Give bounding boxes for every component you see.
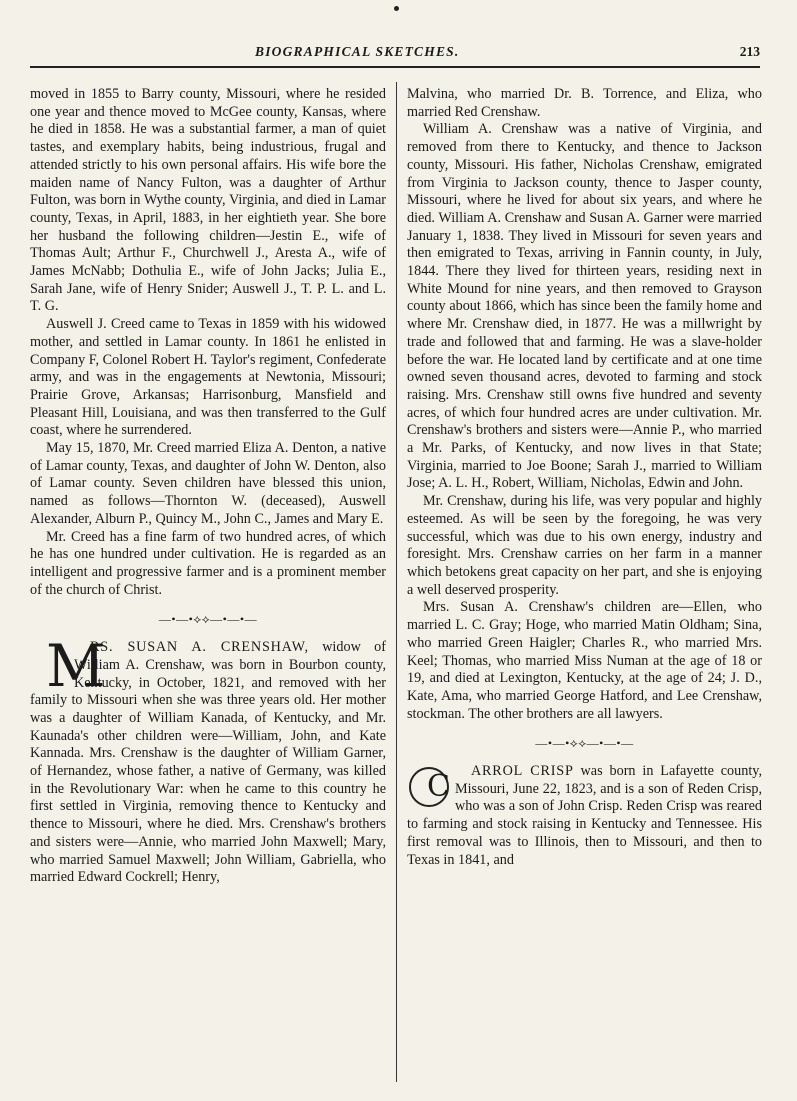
header-rule: [30, 66, 760, 68]
sketch-text: was born in Lafayette county, Missouri, June 22, 1823, and is a son of Reden Crisp, who was a son of John Crisp. Reden Crisp was reared to farming and stock raising in Kentucky and Tennessee. His first removal was to Illinois, then to Missouri, and then to Texas in 1841, and: [407, 763, 762, 868]
section-ornament: —•—•⟡⟡—•—•—: [158, 612, 258, 627]
paragraph: Auswell J. Creed came to Texas in 1859 with his widowed mother, and settled in Lamar county. In 1861 he enlisted in Company F, Colonel Robert H. Taylor's regiment, Confederate army, and was in the engagements at Newtonia, Missouri; Prairie Grove, Arkansas; Harrisonburg, Mansfield and Pleasant Hill, Louisiana, and was then transferred to the Gulf coast, where he surrendered.: [30, 316, 386, 439]
left-column: [30, 86, 386, 887]
sketch-heading: RS. SUSAN A. CRENSHAW,: [90, 639, 309, 656]
drop-cap: M: [46, 632, 106, 701]
paragraph: May 15, 1870, Mr. Creed married Eliza A. Denton, a native of Lamar county, Texas, and daughter of John W. Denton, also of Lamar county. Seven children have blessed this union, named as follows—Thornton W. (deceased), Auswell Alexander, Alburn P., Quincy M., John C., James and Mary E.: [30, 440, 386, 527]
drop-cap: C: [409, 767, 449, 807]
section-ornament: —•—•⟡⟡—•—•—: [535, 736, 634, 751]
column-divider: [396, 82, 397, 1082]
paragraph: Mr. Crenshaw, during his life, was very popular and highly esteemed. As will be seen by the foregoing, he was very successful, which was due to his own energy, industry and foresight. Mrs. Crenshaw carries on her farm in a manner which betokens great capacity on her part, and she is enjoying a well deserved prosperity.: [407, 493, 762, 598]
sketch-heading: ARROL CRISP: [471, 763, 574, 780]
page-number: 213: [739, 44, 760, 59]
paragraph: William A. Crenshaw was a native of Virginia, and removed from there to Kentucky, and thence to Jackson county, Missouri. His father, Nicholas Crenshaw, emigrated from Virginia to Jackson county, thence to Jasper county, Missouri, where he lived for about six years, and where he died. William A. Crenshaw and Susan A. Garner were married January 1, 1838. They lived in Missouri for seven years and then emigrated to Texas, arriving in Fannin county, in July, 1844. There they lived for thirteen years, residing next in White Mound for nine years, and then removed to Grayson county about 1866, which has since been the family home and where Mr. Crenshaw died, in 1877. He was a millwright by trade and followed that and farming. He was a slave-holder before the war. He located land by certificate and at one time owned seven thousand acres, devoted to farming and stock raising. Mrs. Crenshaw still owns five hundred and seventy acres, of which four hundred acres are under cultivation. Mr. Crenshaw's brothers and sisters were—Annie P., who married a Mr. Parks, of Kentucky, and now lives in that State; Virginia, married to Joe Boone; Sarah J., married to William Jose; A. L. H., Robert, William, Nicholas, Edwin and John.: [407, 121, 762, 492]
ink-dot: [394, 6, 399, 11]
paragraph: Malvina, who married Dr. B. Torrence, and Eliza, who married Red Crenshaw.: [407, 86, 762, 120]
sketch-crenshaw: [30, 632, 386, 887]
running-title: BIOGRAPHICAL SKETCHES.: [255, 44, 460, 59]
paragraph: Mr. Creed has a fine farm of two hundred acres, of which he has one hundred under cultivation. He is regarded as an intelligent and progressive farmer and is a prominent member of the church of Christ.: [30, 528, 386, 598]
sketch-text: widow of William A. Crenshaw, was born in Bourbon county, Kentucky, in October, 1821, and removed with her family to Missouri when she was three years old. Her mother was a daughter of William Kanada, of Kentucky, and Mr. Kaunada's other children were—William, John, and Kate Kannada. Mrs. Crenshaw is the daughter of William Garner, of Hernandez, whose father, a native of Germany, was killed in the Revolutionary War: when he came to this country he first settled in Virginia, removing thence to Kentucky and thence to Missouri, where he died. Mrs. Crenshaw's brothers and sisters were—Annie, who married John Maxwell; Mary, who married Samuel Maxwell; John William, Gabriella, who married Edward Cockrell; Henry,: [30, 639, 386, 886]
paragraph: moved in 1855 to Barry county, Missouri, where he resided one year and thence moved to McGee county, Kansas, where he died in 1858. He was a substantial farmer, a man of quiet tastes, and exemplary habits, being industrious, frugal and attended strictly to his own personal affairs. His wife bore the maiden name of Nancy Fulton, was a daughter of Arthur Fulton, was born in Wythe county, Virginia, and died in Lamar county, Texas, in April, 1883, in her eightieth year. She bore her husband the following children—Jestin E., wife of Thomas Ault; Arthur F., Churchwell J., Aresta A., wife of James McNabb; Dothulia E., wife of John Jacks; Julia E., Sarah Jane, wife of Henry Snider; Auswell J., T. P. L. and L. T. G.: [30, 86, 386, 315]
sketch-crisp: [407, 763, 762, 869]
page-header: [40, 44, 760, 64]
right-column: [407, 86, 762, 869]
paragraph: Mrs. Susan A. Crenshaw's children are—Ellen, who married L. C. Gray; Hoge, who married Matin Oldham; Sina, who married Green Haigler; Charles R., who married Mrs. Keel; Thomas, who married Miss Numan at the age of 18 or 19, and died at Lexington, Kentucky, at the age of 24; J. D., Kate, Ama, who married George Hatford, and Lee Crenshaw, stockman. The other brothers are all lawyers.: [407, 599, 762, 722]
